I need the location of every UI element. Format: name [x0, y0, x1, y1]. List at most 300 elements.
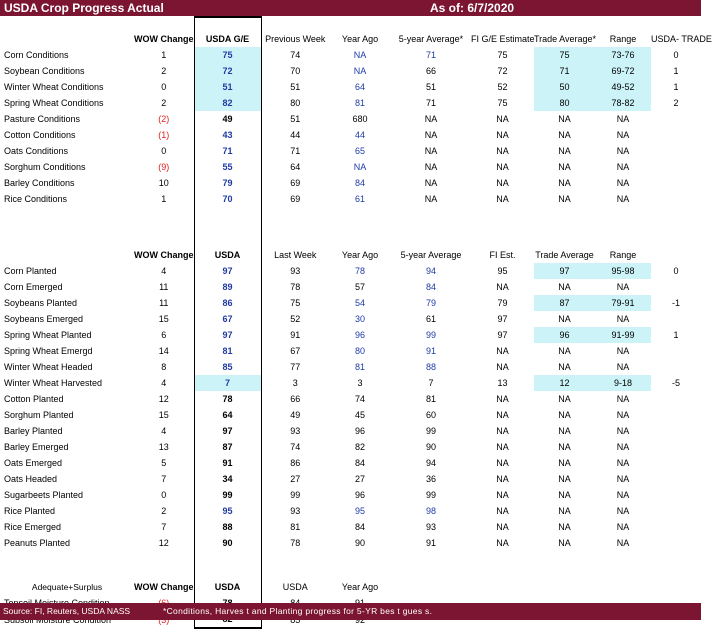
wow-change-value: 6: [161, 330, 167, 340]
usda-value: 78: [194, 391, 261, 407]
wow-change-value: 11: [159, 282, 169, 292]
fi-estimate-value: NA: [496, 394, 509, 404]
conditions-table: [0, 16, 712, 629]
usda-value: 75: [194, 47, 261, 63]
previous-value: 44: [290, 130, 301, 140]
row-label: Barley Planted: [4, 426, 63, 436]
year-ago-value: 64: [354, 82, 365, 92]
progress-header-row: [0, 235, 701, 263]
usda-minus-trade-value: 1: [673, 330, 679, 340]
previous-value: 51: [290, 114, 301, 124]
table-row: [0, 143, 701, 159]
wow-change-value: 4: [161, 426, 167, 436]
usda-value: 81: [194, 343, 261, 359]
five-year-average-value: NA: [424, 178, 438, 188]
five-year-average-value: 93: [425, 522, 436, 532]
header-spacer: [651, 235, 701, 263]
wow-change-value: 2: [161, 66, 167, 76]
trade-average-value: NA: [558, 178, 571, 188]
year-ago-value: 84: [354, 522, 365, 532]
previous-value: 66: [290, 394, 301, 404]
five-year-average-value: 79: [425, 298, 436, 308]
five-year-average-value: NA: [424, 194, 438, 204]
usda-value: 87: [194, 439, 261, 455]
range-value: 91-99: [595, 327, 651, 343]
table-row: [0, 439, 701, 455]
wow-change-value: 5: [161, 458, 167, 468]
usda-value: 91: [194, 455, 261, 471]
fi-estimate-value: NA: [496, 178, 509, 188]
range-value: NA: [616, 362, 630, 372]
header-adequate-surplus: Adequate+Surplus: [31, 582, 103, 592]
table-row: [0, 111, 701, 127]
previous-value: 93: [290, 506, 301, 516]
trade-average-value: NA: [558, 458, 571, 468]
previous-value: 49: [290, 410, 301, 420]
usda-minus-trade-value: 1: [673, 66, 679, 76]
five-year-average-value: 99: [425, 330, 436, 340]
usda-minus-trade-value: [651, 111, 701, 127]
usda-minus-trade-value: 2: [673, 98, 679, 108]
five-year-average-value: 61: [425, 314, 436, 324]
usda-minus-trade-value: [651, 391, 701, 407]
trade-average-value: NA: [558, 130, 571, 140]
trade-average-value: NA: [558, 442, 571, 452]
wow-change-value: 8: [161, 362, 167, 372]
trade-average-value: NA: [558, 314, 571, 324]
fi-estimate-value: NA: [496, 146, 509, 156]
previous-value: 64: [290, 162, 301, 172]
fi-estimate-value: NA: [496, 506, 509, 516]
range-value: NA: [616, 522, 630, 532]
five-year-average-value: 99: [425, 490, 436, 500]
usda-minus-trade-value: [651, 175, 701, 191]
usda-minus-trade-value: [651, 359, 701, 375]
five-year-average-value: 84: [425, 282, 436, 292]
row-label: Cotton Planted: [4, 394, 64, 404]
usda-minus-trade-value: [651, 279, 701, 295]
row-label: Oats Conditions: [4, 146, 69, 156]
header-trade: Trade Average*: [534, 34, 597, 44]
previous-value: 93: [290, 426, 301, 436]
fi-estimate-value: NA: [496, 522, 509, 532]
usda-minus-trade-value: [651, 159, 701, 175]
fi-estimate-value: NA: [496, 362, 509, 372]
row-label: Pasture Conditions: [4, 114, 81, 124]
row-label: Spring Wheat Planted: [4, 330, 92, 340]
usda-minus-trade-value: [651, 423, 701, 439]
fi-estimate-value: NA: [496, 410, 509, 420]
row-label: Soybeans Planted: [4, 298, 78, 308]
table-row: [0, 79, 701, 95]
fi-estimate-value: NA: [496, 426, 509, 436]
header-spacer: [0, 235, 134, 263]
fi-estimate-value: 97: [497, 314, 508, 324]
fi-estimate-value: 52: [497, 82, 508, 92]
year-ago-value: 84: [354, 178, 365, 188]
header-usda: USDA G/E: [194, 17, 261, 47]
usda-minus-trade-value: -5: [671, 378, 680, 388]
row-label: Corn Emerged: [4, 282, 63, 292]
table-row: [0, 487, 701, 503]
five-year-average-value: 90: [425, 442, 436, 452]
previous-value: 78: [290, 538, 301, 548]
five-year-average-value: 7: [428, 378, 434, 388]
range-value: NA: [616, 394, 630, 404]
table-row: [0, 175, 701, 191]
usda-value: 72: [194, 63, 261, 79]
usda-value: 88: [194, 519, 261, 535]
usda-minus-trade-value: [651, 439, 701, 455]
usda-value: 71: [194, 143, 261, 159]
trade-average-value: 87: [534, 295, 595, 311]
table-row: [0, 423, 701, 439]
usda-minus-trade-value: [651, 535, 701, 551]
trade-average-value: NA: [558, 114, 571, 124]
year-ago-value: 82: [354, 442, 365, 452]
wow-change-value: 2: [161, 98, 167, 108]
previous-value: 91: [290, 330, 301, 340]
header-fi: FI Est.: [489, 250, 516, 260]
previous-value: 69: [290, 178, 301, 188]
section-gap: [0, 207, 701, 235]
wow-change-value: 4: [161, 378, 167, 388]
header-usda-trade: USDA- TRADE: [651, 34, 712, 44]
usda-value: 55: [194, 159, 261, 175]
five-year-average-value: NA: [424, 114, 438, 124]
fi-estimate-value: NA: [496, 442, 509, 452]
year-ago-value: NA: [353, 66, 367, 76]
header-usda: USDA: [194, 235, 261, 263]
wow-change-value: 0: [161, 146, 167, 156]
year-ago-value: 27: [354, 474, 365, 484]
five-year-average-value: 91: [425, 346, 436, 356]
fi-estimate-value: 72: [497, 66, 508, 76]
five-year-average-value: 94: [425, 458, 436, 468]
fi-estimate-value: NA: [496, 538, 509, 548]
range-value: 73-76: [595, 47, 651, 63]
range-value: NA: [616, 194, 630, 204]
usda-value: 67: [194, 311, 261, 327]
five-year-average-value: NA: [424, 162, 438, 172]
year-ago-value: 57: [354, 282, 365, 292]
row-label: Sugarbeets Planted: [4, 490, 84, 500]
trade-average-value: 80: [534, 95, 595, 111]
year-ago-value: 3: [357, 378, 363, 388]
moisture-header-row: [0, 567, 701, 595]
title-bar: [0, 0, 701, 16]
usda-minus-trade-value: [651, 343, 701, 359]
year-ago-value: 74: [354, 394, 365, 404]
previous-value: 86: [290, 458, 301, 468]
range-value: NA: [616, 474, 630, 484]
range-value: 79-91: [595, 295, 651, 311]
usda-value: 99: [194, 487, 261, 503]
previous-value: 69: [290, 194, 301, 204]
wow-change-value: 15: [158, 410, 169, 420]
previous-value: 75: [290, 298, 301, 308]
trade-average-value: NA: [558, 282, 571, 292]
range-value: NA: [616, 346, 630, 356]
fi-estimate-value: 13: [497, 378, 508, 388]
year-ago-value: 96: [354, 490, 365, 500]
table-row: [0, 375, 701, 391]
year-ago-value: 84: [354, 458, 365, 468]
row-label: Winter Wheat Headed: [4, 362, 93, 372]
usda-value: 97: [194, 423, 261, 439]
trade-average-value: 50: [534, 79, 595, 95]
header-prev-usda: USDA: [282, 582, 308, 592]
wow-change-value: 14: [158, 346, 169, 356]
previous-value: 93: [290, 266, 301, 276]
previous-value: 52: [290, 314, 301, 324]
year-ago-value: NA: [353, 162, 367, 172]
five-year-average-value: 98: [425, 506, 436, 516]
usda-value: 97: [194, 263, 261, 279]
trade-average-value: NA: [558, 538, 571, 548]
range-value: NA: [616, 146, 630, 156]
trade-average-value: NA: [558, 362, 571, 372]
five-year-average-value: 81: [425, 394, 436, 404]
wow-change-value: 4: [161, 266, 167, 276]
table-row: [0, 343, 701, 359]
year-ago-value: 54: [354, 298, 365, 308]
range-value: 69-72: [595, 63, 651, 79]
header-spacer: [0, 17, 134, 47]
row-label: Oats Emerged: [4, 458, 63, 468]
five-year-average-value: 88: [425, 362, 436, 372]
fi-estimate-value: 95: [497, 266, 508, 276]
table-row: [0, 327, 701, 343]
usda-value: 86: [194, 295, 261, 311]
usda-minus-trade-value: [651, 407, 701, 423]
header-usda: USDA: [194, 567, 261, 595]
header-wow: WOW Change: [134, 34, 194, 44]
year-ago-value: 78: [354, 266, 365, 276]
table-row: [0, 95, 701, 111]
range-value: NA: [616, 178, 630, 188]
usda-value: 90: [194, 535, 261, 551]
year-ago-value: NA: [353, 50, 367, 60]
wow-change-value: (2): [158, 114, 170, 124]
trade-average-value: NA: [558, 506, 571, 516]
row-label: Cotton Conditions: [4, 130, 76, 140]
report-title: USDA Crop Progress Actual: [4, 1, 164, 15]
previous-value: 27: [290, 474, 301, 484]
previous-value: 80: [290, 98, 301, 108]
header-fi: FI G/E Estimate: [471, 34, 535, 44]
table-row: [0, 159, 701, 175]
five-year-average-value: NA: [424, 146, 438, 156]
usda-minus-trade-value: 1: [673, 82, 679, 92]
trade-average-value: NA: [558, 490, 571, 500]
section-gap: [0, 551, 701, 567]
usda-value: 49: [194, 111, 261, 127]
trade-average-value: NA: [558, 474, 571, 484]
usda-minus-trade-value: -1: [671, 298, 680, 308]
trade-average-value: NA: [558, 346, 571, 356]
year-ago-value: 30: [354, 314, 365, 324]
usda-minus-trade-value: [651, 471, 701, 487]
table-row: [0, 263, 701, 279]
fi-estimate-value: NA: [496, 474, 509, 484]
wow-change-value: 7: [161, 522, 167, 532]
five-year-average-value: NA: [424, 130, 438, 140]
trade-average-value: NA: [558, 162, 571, 172]
row-label: Soybeans Emerged: [4, 314, 84, 324]
header-range: Range: [609, 250, 637, 260]
wow-change-value: 13: [158, 442, 169, 452]
year-ago-value: 61: [354, 194, 365, 204]
table-row: [0, 519, 701, 535]
fi-estimate-value: 75: [497, 50, 508, 60]
five-year-average-value: 94: [425, 266, 436, 276]
previous-value: 78: [290, 282, 301, 292]
conditions-header-row: [0, 17, 701, 47]
five-year-average-value: 71: [425, 98, 436, 108]
previous-value: 51: [290, 82, 301, 92]
row-label: Rice Planted: [4, 506, 56, 516]
row-label: Peanuts Planted: [4, 538, 71, 548]
table-row: [0, 63, 701, 79]
trade-average-value: 96: [534, 327, 595, 343]
wow-change-value: 10: [158, 178, 169, 188]
table-row: [0, 47, 701, 63]
table-row: [0, 407, 701, 423]
five-year-average-value: 66: [425, 66, 436, 76]
header-wow: WOW Change: [134, 250, 194, 260]
table-row: [0, 471, 701, 487]
usda-minus-trade-value: [651, 143, 701, 159]
wow-change-value: 1: [161, 50, 167, 60]
previous-value: 70: [290, 66, 301, 76]
trade-average-value: 71: [534, 63, 595, 79]
year-ago-value: 81: [354, 98, 365, 108]
row-label: Soybean Conditions: [4, 66, 85, 76]
trade-average-value: NA: [558, 146, 571, 156]
header-yago: Year Ago: [341, 34, 379, 44]
table-row: [0, 503, 701, 519]
table-row: [0, 279, 701, 295]
usda-value: 34: [194, 471, 261, 487]
usda-value: 82: [194, 95, 261, 111]
fi-estimate-value: NA: [496, 490, 509, 500]
header-trade: Trade Average: [535, 250, 594, 260]
fi-estimate-value: NA: [496, 458, 509, 468]
fi-estimate-value: NA: [496, 282, 509, 292]
wow-change-value: 12: [158, 394, 169, 404]
wow-change-value: 7: [161, 474, 167, 484]
header-avg5: 5-year Average*: [398, 34, 464, 44]
trade-average-value: 12: [534, 375, 595, 391]
wow-change-value: (9): [158, 162, 170, 172]
usda-minus-trade-value: 0: [673, 50, 679, 60]
fi-estimate-value: NA: [496, 194, 509, 204]
year-ago-value: 90: [354, 538, 365, 548]
wow-change-value: 11: [159, 298, 169, 308]
header-yago: Year Ago: [341, 582, 379, 592]
year-ago-value: 680: [352, 114, 368, 124]
year-ago-value: 65: [354, 146, 365, 156]
row-label: Rice Emerged: [4, 522, 62, 532]
year-ago-value: 44: [354, 130, 365, 140]
table-row: [0, 191, 701, 207]
fi-estimate-value: 97: [497, 330, 508, 340]
table-row: [0, 311, 701, 327]
table-row: [0, 391, 701, 407]
row-label: Spring Wheat Emergd: [4, 346, 93, 356]
usda-minus-trade-value: [651, 503, 701, 519]
trade-average-value: NA: [558, 426, 571, 436]
row-label: Winter Wheat Conditions: [4, 82, 104, 92]
row-label: Oats Headed: [4, 474, 58, 484]
year-ago-value: 96: [354, 426, 365, 436]
fi-estimate-value: 79: [497, 298, 508, 308]
five-year-average-value: 71: [425, 50, 436, 60]
usda-minus-trade-value: [651, 311, 701, 327]
usda-minus-trade-value: 0: [673, 266, 679, 276]
header-last-week: Last Week: [274, 250, 317, 260]
usda-value: 51: [194, 79, 261, 95]
range-value: 9-18: [595, 375, 651, 391]
trade-average-value: NA: [558, 410, 571, 420]
header-wow: WOW Change: [134, 582, 194, 592]
row-label: Corn Planted: [4, 266, 57, 276]
range-value: NA: [616, 130, 630, 140]
wow-change-value: 12: [158, 538, 169, 548]
fi-estimate-value: 75: [497, 98, 508, 108]
range-value: NA: [616, 282, 630, 292]
usda-value: 70: [194, 191, 261, 207]
range-value: NA: [616, 410, 630, 420]
range-value: 95-98: [595, 263, 651, 279]
usda-value: 85: [194, 359, 261, 375]
fi-estimate-value: NA: [496, 130, 509, 140]
usda-minus-trade-value: [651, 487, 701, 503]
usda-value: 95: [194, 503, 261, 519]
year-ago-value: 96: [354, 330, 365, 340]
year-ago-value: 45: [354, 410, 365, 420]
header-yago: Year Ago: [341, 250, 379, 260]
header-avg5: 5-year Average: [400, 250, 462, 260]
trade-average-value: NA: [558, 394, 571, 404]
fi-estimate-value: NA: [496, 346, 509, 356]
wow-change-value: 2: [161, 506, 167, 516]
usda-value: 89: [194, 279, 261, 295]
usda-value: 79: [194, 175, 261, 191]
row-label: Barley Conditions: [4, 178, 75, 188]
range-value: NA: [616, 506, 630, 516]
usda-value: 64: [194, 407, 261, 423]
wow-change-value: 0: [161, 82, 167, 92]
row-label: Rice Conditions: [4, 194, 68, 204]
fi-estimate-value: NA: [496, 114, 509, 124]
row-label: Spring Wheat Conditions: [4, 98, 104, 108]
previous-value: 3: [292, 378, 298, 388]
range-value: NA: [616, 442, 630, 452]
trade-average-value: 75: [534, 47, 595, 63]
range-value: 49-52: [595, 79, 651, 95]
row-label: Sorghum Planted: [4, 410, 74, 420]
year-ago-value: 80: [354, 346, 365, 356]
row-label: Corn Conditions: [4, 50, 69, 60]
five-year-average-value: 51: [425, 82, 436, 92]
range-value: NA: [616, 538, 630, 548]
usda-minus-trade-value: [651, 191, 701, 207]
usda-minus-trade-value: [651, 455, 701, 471]
range-value: 78-82: [595, 95, 651, 111]
fi-estimate-value: NA: [496, 162, 509, 172]
